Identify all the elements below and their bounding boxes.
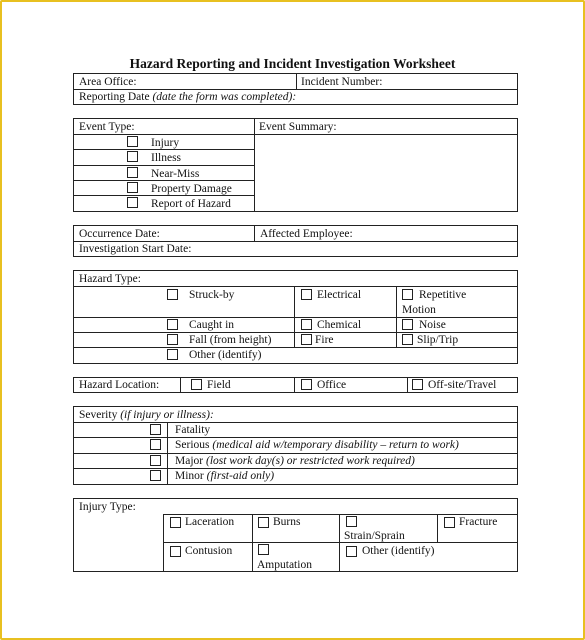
burns-checkbox[interactable] xyxy=(258,517,269,528)
fall-option: Fall (from height) xyxy=(189,334,272,346)
major-checkbox[interactable] xyxy=(150,455,161,466)
injury-checkbox[interactable] xyxy=(127,136,138,147)
other-hazard-option: Other (identify) xyxy=(189,349,262,361)
field-checkbox[interactable] xyxy=(191,379,202,390)
burns-option: Burns xyxy=(273,516,301,528)
slip-trip-checkbox[interactable] xyxy=(402,334,413,345)
noise-option: Noise xyxy=(419,319,446,331)
laceration-option: Laceration xyxy=(185,516,235,528)
hazard-type-section xyxy=(73,270,518,364)
office-option: Office xyxy=(317,379,347,391)
injury-type-section xyxy=(73,498,518,572)
slip-trip-option: Slip/Trip xyxy=(417,334,459,346)
event-type-section xyxy=(73,118,518,212)
caught-in-option: Caught in xyxy=(189,319,235,331)
contusion-option: Contusion xyxy=(185,545,233,557)
strain-sprain-checkbox[interactable] xyxy=(346,516,357,527)
electrical-option: Electrical xyxy=(317,289,362,301)
other-injury-checkbox[interactable] xyxy=(346,546,357,557)
office-checkbox[interactable] xyxy=(301,379,312,390)
hazard-type-label: Hazard Type: xyxy=(79,273,141,285)
illness-option: Illness xyxy=(151,152,182,164)
chemical-option: Chemical xyxy=(317,319,362,331)
fatality-option: Fatality xyxy=(175,424,211,436)
struck-by-option: Struck-by xyxy=(189,289,235,301)
event-type-label: Event Type: xyxy=(79,121,135,133)
strain-sprain-option: Strain/Sprain xyxy=(344,530,405,542)
near-miss-checkbox[interactable] xyxy=(127,167,138,178)
injury-type-label: Injury Type: xyxy=(79,501,136,513)
report-of-hazard-checkbox[interactable] xyxy=(127,197,138,208)
affected-employee-label: Affected Employee: xyxy=(260,228,353,240)
struck-by-checkbox[interactable] xyxy=(167,289,178,300)
serious-option: Serious (medical aid w/temporary disability – return to work) xyxy=(175,439,459,451)
area-office-label: Area Office: xyxy=(79,76,137,88)
report-of-hazard-option: Report of Hazard xyxy=(151,198,231,210)
investigation-start-label: Investigation Start Date: xyxy=(79,243,192,255)
severity-label: Severity (if injury or illness): xyxy=(79,409,214,421)
minor-option: Minor (first-aid only) xyxy=(175,470,275,482)
laceration-checkbox[interactable] xyxy=(170,517,181,528)
incident-number-label: Incident Number: xyxy=(301,76,383,88)
fall-checkbox[interactable] xyxy=(167,334,178,345)
caught-in-checkbox[interactable] xyxy=(167,319,178,330)
fire-option: Fire xyxy=(315,334,334,346)
serious-checkbox[interactable] xyxy=(150,439,161,450)
occurrence-date-label: Occurrence Date: xyxy=(79,228,160,240)
minor-checkbox[interactable] xyxy=(150,470,161,481)
severity-section xyxy=(73,406,518,485)
fatality-checkbox[interactable] xyxy=(150,424,161,435)
off-site-checkbox[interactable] xyxy=(412,379,423,390)
fracture-option: Fracture xyxy=(459,516,498,528)
property-damage-checkbox[interactable] xyxy=(127,182,138,193)
other-injury-option: Other (identify) xyxy=(362,545,435,557)
other-hazard-checkbox[interactable] xyxy=(167,349,178,360)
amputation-checkbox[interactable] xyxy=(258,544,269,555)
event-summary-label: Event Summary: xyxy=(259,121,337,133)
chemical-checkbox[interactable] xyxy=(301,319,312,330)
electrical-checkbox[interactable] xyxy=(301,289,312,300)
major-option: Major (lost work day(s) or restricted work required) xyxy=(175,455,415,467)
illness-checkbox[interactable] xyxy=(127,151,138,162)
noise-checkbox[interactable] xyxy=(402,319,413,330)
off-site-option: Off-site/Travel xyxy=(428,379,497,391)
hazard-location-section xyxy=(73,377,518,393)
form-title: Hazard Reporting and Incident Investigation Worksheet xyxy=(129,56,456,71)
header-section xyxy=(73,73,518,105)
repetitive-motion-checkbox[interactable] xyxy=(402,289,413,300)
motion-option: Motion xyxy=(402,304,436,316)
fire-checkbox[interactable] xyxy=(301,334,312,345)
reporting-date-label: Reporting Date (date the form was completed): xyxy=(79,91,297,103)
amputation-option: Amputation xyxy=(257,559,312,571)
contusion-checkbox[interactable] xyxy=(170,546,181,557)
injury-option: Injury xyxy=(151,137,180,149)
fracture-checkbox[interactable] xyxy=(444,517,455,528)
occurrence-section xyxy=(73,225,518,257)
property-damage-option: Property Damage xyxy=(151,183,232,195)
hazard-location-label: Hazard Location: xyxy=(79,379,160,391)
near-miss-option: Near-Miss xyxy=(151,168,200,180)
field-option: Field xyxy=(207,379,231,391)
repetitive-option: Repetitive xyxy=(419,289,467,301)
